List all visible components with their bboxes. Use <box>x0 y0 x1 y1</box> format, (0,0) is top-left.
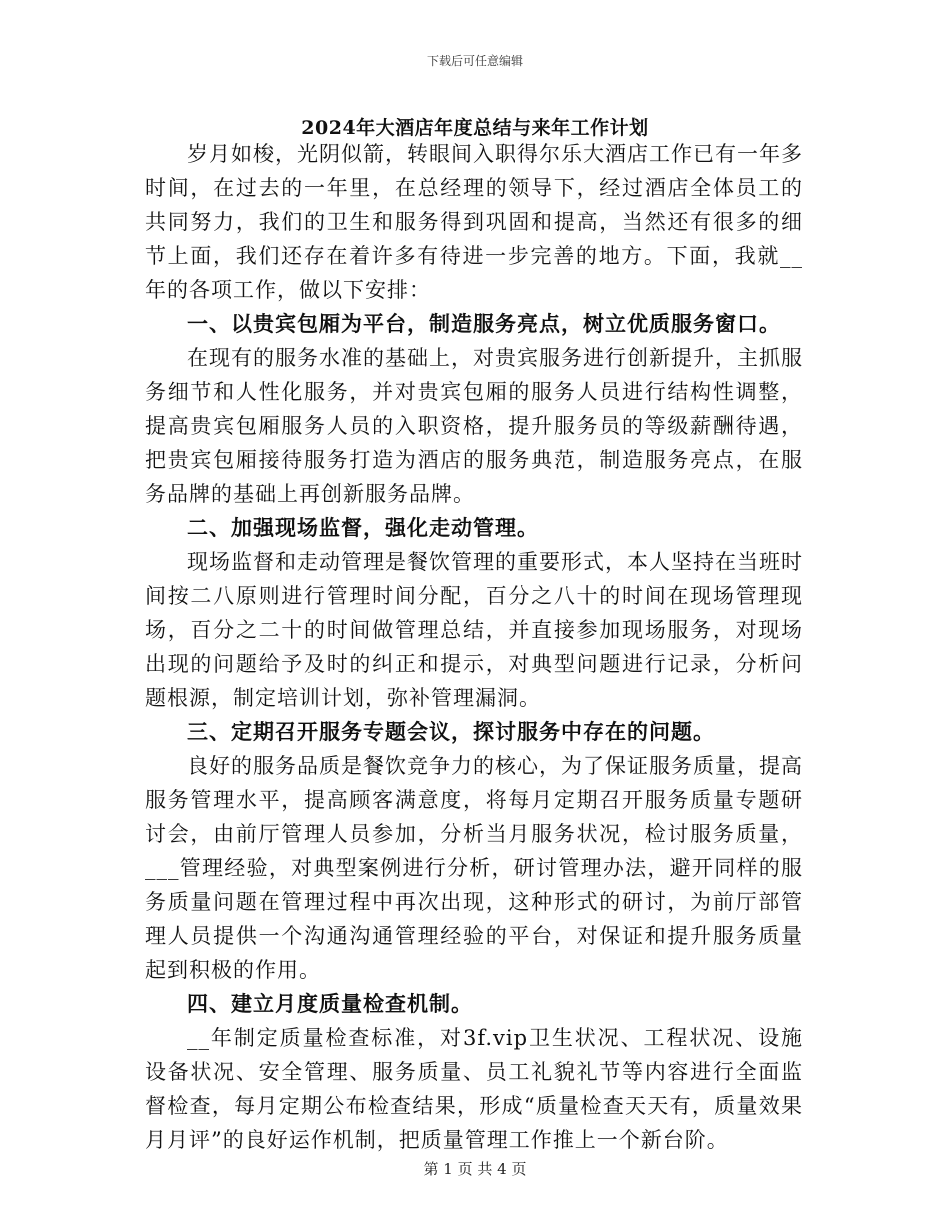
section-heading-2: 二、加强现场监督，强化走动管理。 <box>187 515 539 540</box>
section-heading-4: 四、建立月度质量检查机制。 <box>187 991 473 1016</box>
document-body <box>145 137 803 1157</box>
document-title: 2024年大酒店年度总结与来年工作计划 <box>301 117 649 139</box>
section-paragraph-1: 在现有的服务水准的基础上，对贵宾服务进行创新提升，主抓服务细节和人性化服务，并对贵宾包厢的服务人员进行结构性调整，提高贵宾包厢服务人员的入职资格，提升服务员的等级薪酬待遇，把贵宾包厢接待服务打造为酒店的服务典范，制造服务亮点，在服务品牌的基础上再创新服务品牌。 <box>145 346 803 506</box>
header-note: 下载后可任意编辑 <box>426 54 523 68</box>
section-paragraph-2: 现场监督和走动管理是餐饮管理的重要形式，本人坚持在当班时间按二八原则进行管理时间分配，百分之八十的时间在现场管理现场，百分之二十的时间做管理总结，并直接参加现场服务，对现场出现的问题给予及时的纠正和提示，对典型问题进行记录，分析问题根源，制定培训计划，弥补管理漏洞。 <box>145 550 803 710</box>
section-paragraph-4: __年制定质量检查标准，对3f.vip卫生状况、工程状况、设施设备状况、安全管理、服务质量、员工礼貌礼节等内容进行全面监督检查，每月定期公布检查结果，形成“质量检查天天有，质量效果月月评”的良好运作机制，把质量管理工作推上一个新台阶。 <box>145 1026 803 1152</box>
section-heading-1: 一、以贵宾包厢为平台，制造服务亮点，树立优质服务窗口。 <box>187 311 781 336</box>
section-paragraph-3: 良好的服务品质是餐饮竞争力的核心，为了保证服务质量，提高服务管理水平，提高顾客满意度，将每月定期召开服务质量专题研讨会，由前厅管理人员参加，分析当月服务状况，检讨服务质量，___管理经验，对典型案例进行分析，研讨管理办法，避开同样的服务质量问题在管理过程中再次出现，这种形式的研讨，为前厅部管理人员提供一个沟通沟通管理经验的平台，对保证和提升服务质量起到积极的作用。 <box>145 754 803 982</box>
section-heading-3: 三、定期召开服务专题会议，探讨服务中存在的问题。 <box>187 719 715 744</box>
intro-paragraph: 岁月如梭，光阴似箭，转眼间入职得尔乐大酒店工作已有一年多时间，在过去的一年里，在总经理的领导下，经过酒店全体员工的共同努力，我们的卫生和服务得到巩固和提高，当然还有很多的细节上面，我们还存在着许多有待进一步完善的地方。下面，我就__年的各项工作，做以下安排： <box>145 142 803 302</box>
page-footer: 第 1 页 共 4 页 <box>423 1160 527 1178</box>
